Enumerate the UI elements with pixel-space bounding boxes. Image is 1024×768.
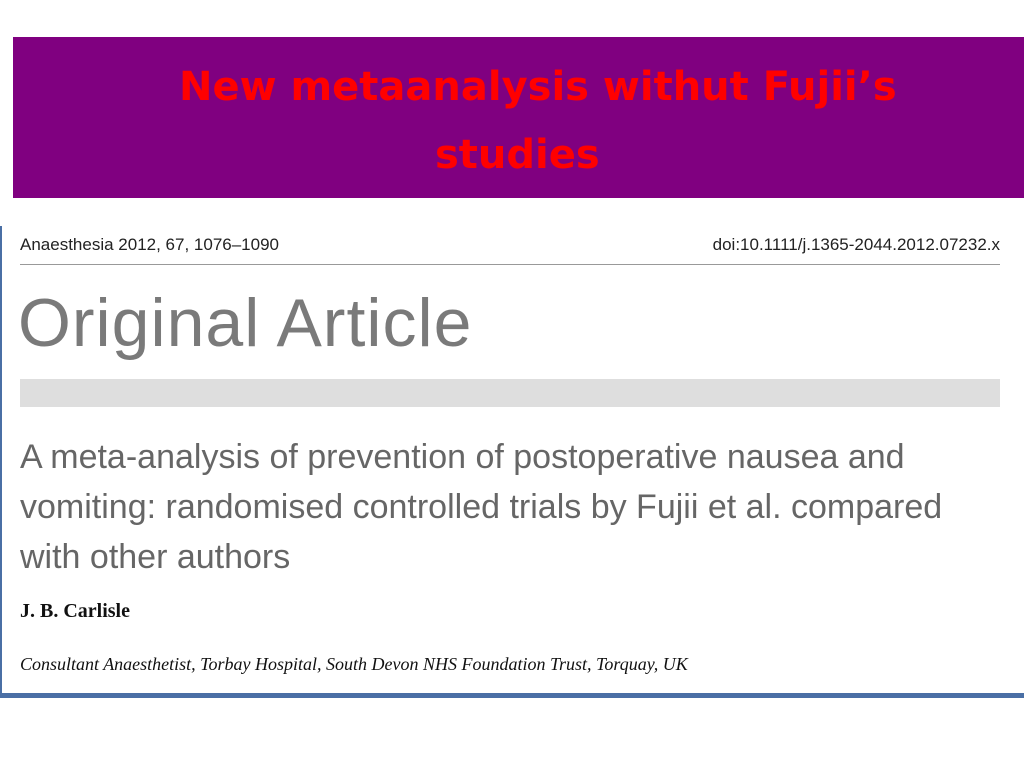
author-affiliation: Consultant Anaesthetist, Torbay Hospital, South Devon NHS Foundation Trust, Torquay, UK (20, 654, 688, 674)
slide-title-line-1: New metaanalysis withut Fujii’s (179, 64, 897, 110)
journal-reference: Anaesthesia 2012, 67, 1076–1090 (20, 235, 280, 254)
article-doi: doi:10.1111/j.1365-2044.2012.07232.x (712, 235, 1000, 254)
frame-bottom-border (0, 693, 1024, 698)
article-title: A meta-analysis of prevention of postoperative nausea and vomiting: randomised controlled trials by Fujii et al. compared with other authors (20, 438, 943, 576)
article-author: J. B. Carlisle (20, 600, 130, 622)
article-type-heading: Original Article (18, 285, 473, 361)
slide-title-line-2: studies (435, 132, 600, 178)
grey-divider-band (20, 379, 1000, 407)
header-divider (20, 264, 1000, 265)
slide-title-band (13, 37, 1024, 198)
article-screenshot (0, 226, 1024, 698)
frame-left-border (0, 226, 2, 698)
